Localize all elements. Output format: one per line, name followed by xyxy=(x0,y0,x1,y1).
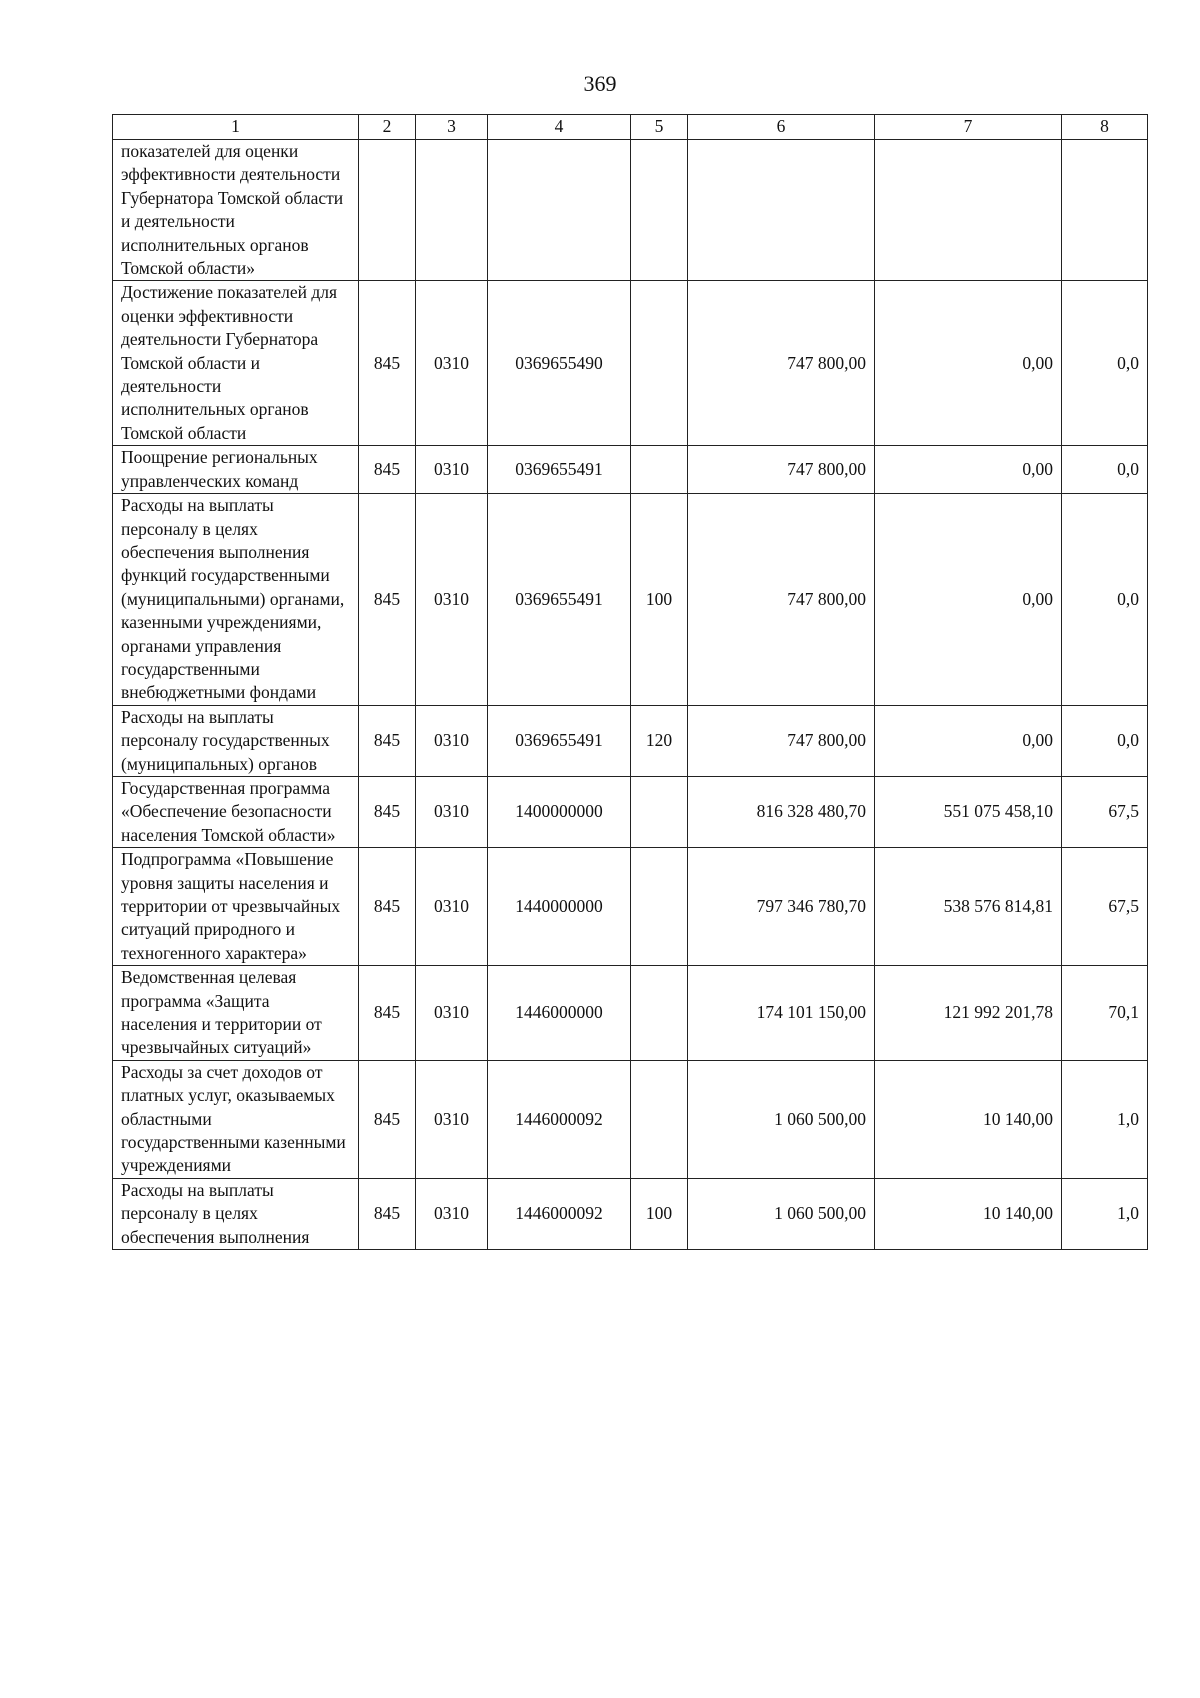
section-code-cell: 0310 xyxy=(416,281,488,446)
ministry-code-cell: 845 xyxy=(359,494,416,706)
expense-type-cell xyxy=(631,140,688,281)
budget-table xyxy=(112,114,1148,1250)
percent-cell: 67,5 xyxy=(1062,848,1148,966)
section-code-cell: 0310 xyxy=(416,1178,488,1249)
plan-amount-cell: 1 060 500,00 xyxy=(688,1178,875,1249)
actual-amount-cell: 0,00 xyxy=(875,494,1062,706)
target-article-cell: 0369655491 xyxy=(488,494,631,706)
percent-cell: 0,0 xyxy=(1062,446,1148,494)
column-header: 7 xyxy=(875,115,1062,140)
column-header: 2 xyxy=(359,115,416,140)
percent-cell: 1,0 xyxy=(1062,1060,1148,1178)
percent-cell xyxy=(1062,140,1148,281)
expense-type-cell: 100 xyxy=(631,1178,688,1249)
percent-cell: 0,0 xyxy=(1062,281,1148,446)
actual-amount-cell xyxy=(875,140,1062,281)
plan-amount-cell: 747 800,00 xyxy=(688,705,875,776)
row-name-cell: Расходы на выплаты персоналу государственных (муниципальных) органов xyxy=(113,705,359,776)
target-article-cell: 1446000000 xyxy=(488,966,631,1061)
plan-amount-cell xyxy=(688,140,875,281)
actual-amount-cell: 0,00 xyxy=(875,705,1062,776)
actual-amount-cell: 538 576 814,81 xyxy=(875,848,1062,966)
target-article-cell: 0369655490 xyxy=(488,281,631,446)
column-header: 3 xyxy=(416,115,488,140)
target-article-cell: 1440000000 xyxy=(488,848,631,966)
expense-type-cell xyxy=(631,1060,688,1178)
percent-cell: 0,0 xyxy=(1062,705,1148,776)
target-article-cell: 0369655491 xyxy=(488,705,631,776)
section-code-cell: 0310 xyxy=(416,966,488,1061)
actual-amount-cell: 10 140,00 xyxy=(875,1060,1062,1178)
plan-amount-cell: 816 328 480,70 xyxy=(688,776,875,847)
row-name-cell: Поощрение региональных управленческих команд xyxy=(113,446,359,494)
actual-amount-cell: 10 140,00 xyxy=(875,1178,1062,1249)
table-row xyxy=(113,1178,1148,1249)
expense-type-cell xyxy=(631,966,688,1061)
column-header: 5 xyxy=(631,115,688,140)
ministry-code-cell: 845 xyxy=(359,281,416,446)
actual-amount-cell: 0,00 xyxy=(875,281,1062,446)
plan-amount-cell: 797 346 780,70 xyxy=(688,848,875,966)
plan-amount-cell: 174 101 150,00 xyxy=(688,966,875,1061)
expense-type-cell xyxy=(631,446,688,494)
expense-type-cell: 100 xyxy=(631,494,688,706)
expense-type-cell xyxy=(631,848,688,966)
column-header: 8 xyxy=(1062,115,1148,140)
target-article-cell: 0369655491 xyxy=(488,446,631,494)
page-number: 369 xyxy=(583,71,617,96)
actual-amount-cell: 0,00 xyxy=(875,446,1062,494)
section-code-cell: 0310 xyxy=(416,776,488,847)
target-article-cell: 1446000092 xyxy=(488,1178,631,1249)
plan-amount-cell: 747 800,00 xyxy=(688,446,875,494)
percent-cell: 0,0 xyxy=(1062,494,1148,706)
section-code-cell: 0310 xyxy=(416,446,488,494)
section-code-cell: 0310 xyxy=(416,705,488,776)
table-row xyxy=(113,966,1148,1061)
row-name-cell: Ведомственная целевая программа «Защита населения и территории от чрезвычайных ситуаций» xyxy=(113,966,359,1061)
header-row xyxy=(113,115,1148,140)
plan-amount-cell: 747 800,00 xyxy=(688,281,875,446)
row-name-cell: Расходы за счет доходов от платных услуг, оказываемых областными государственными казенными учреждениями xyxy=(113,1060,359,1178)
column-header: 1 xyxy=(113,115,359,140)
row-name-cell: Государственная программа «Обеспечение безопасности населения Томской области» xyxy=(113,776,359,847)
column-header: 4 xyxy=(488,115,631,140)
target-article-cell xyxy=(488,140,631,281)
expense-type-cell: 120 xyxy=(631,705,688,776)
ministry-code-cell: 845 xyxy=(359,705,416,776)
ministry-code-cell: 845 xyxy=(359,776,416,847)
actual-amount-cell: 121 992 201,78 xyxy=(875,966,1062,1061)
row-name-cell: Подпрограмма «Повышение уровня защиты населения и территории от чрезвычайных ситуаций природного и техногенного характера» xyxy=(113,848,359,966)
table-row xyxy=(113,1060,1148,1178)
row-name-cell: Достижение показателей для оценки эффективности деятельности Губернатора Томской области и деятельности исполнительных органов Томской области xyxy=(113,281,359,446)
column-header: 6 xyxy=(688,115,875,140)
row-name-cell: показателей для оценки эффективности деятельности Губернатора Томской области и деятельности исполнительных органов Томской области» xyxy=(113,140,359,281)
ministry-code-cell: 845 xyxy=(359,1060,416,1178)
ministry-code-cell: 845 xyxy=(359,446,416,494)
target-article-cell: 1446000092 xyxy=(488,1060,631,1178)
section-code-cell: 0310 xyxy=(416,494,488,706)
plan-amount-cell: 747 800,00 xyxy=(688,494,875,706)
ministry-code-cell xyxy=(359,140,416,281)
section-code-cell: 0310 xyxy=(416,848,488,966)
table-row xyxy=(113,446,1148,494)
table-row xyxy=(113,776,1148,847)
row-name-cell: Расходы на выплаты персоналу в целях обеспечения выполнения xyxy=(113,1178,359,1249)
table-row xyxy=(113,281,1148,446)
percent-cell: 67,5 xyxy=(1062,776,1148,847)
plan-amount-cell: 1 060 500,00 xyxy=(688,1060,875,1178)
percent-cell: 70,1 xyxy=(1062,966,1148,1061)
table-row xyxy=(113,140,1148,281)
section-code-cell: 0310 xyxy=(416,1060,488,1178)
section-code-cell xyxy=(416,140,488,281)
ministry-code-cell: 845 xyxy=(359,966,416,1061)
expense-type-cell xyxy=(631,776,688,847)
target-article-cell: 1400000000 xyxy=(488,776,631,847)
table-row xyxy=(113,494,1148,706)
actual-amount-cell: 551 075 458,10 xyxy=(875,776,1062,847)
ministry-code-cell: 845 xyxy=(359,1178,416,1249)
table-row xyxy=(113,705,1148,776)
row-name-cell: Расходы на выплаты персоналу в целях обеспечения выполнения функций государственными (муниципальными) органами, казенными учреждениями, органами управления государственными внебюджетными фондами xyxy=(113,494,359,706)
expense-type-cell xyxy=(631,281,688,446)
ministry-code-cell: 845 xyxy=(359,848,416,966)
percent-cell: 1,0 xyxy=(1062,1178,1148,1249)
table-row xyxy=(113,848,1148,966)
